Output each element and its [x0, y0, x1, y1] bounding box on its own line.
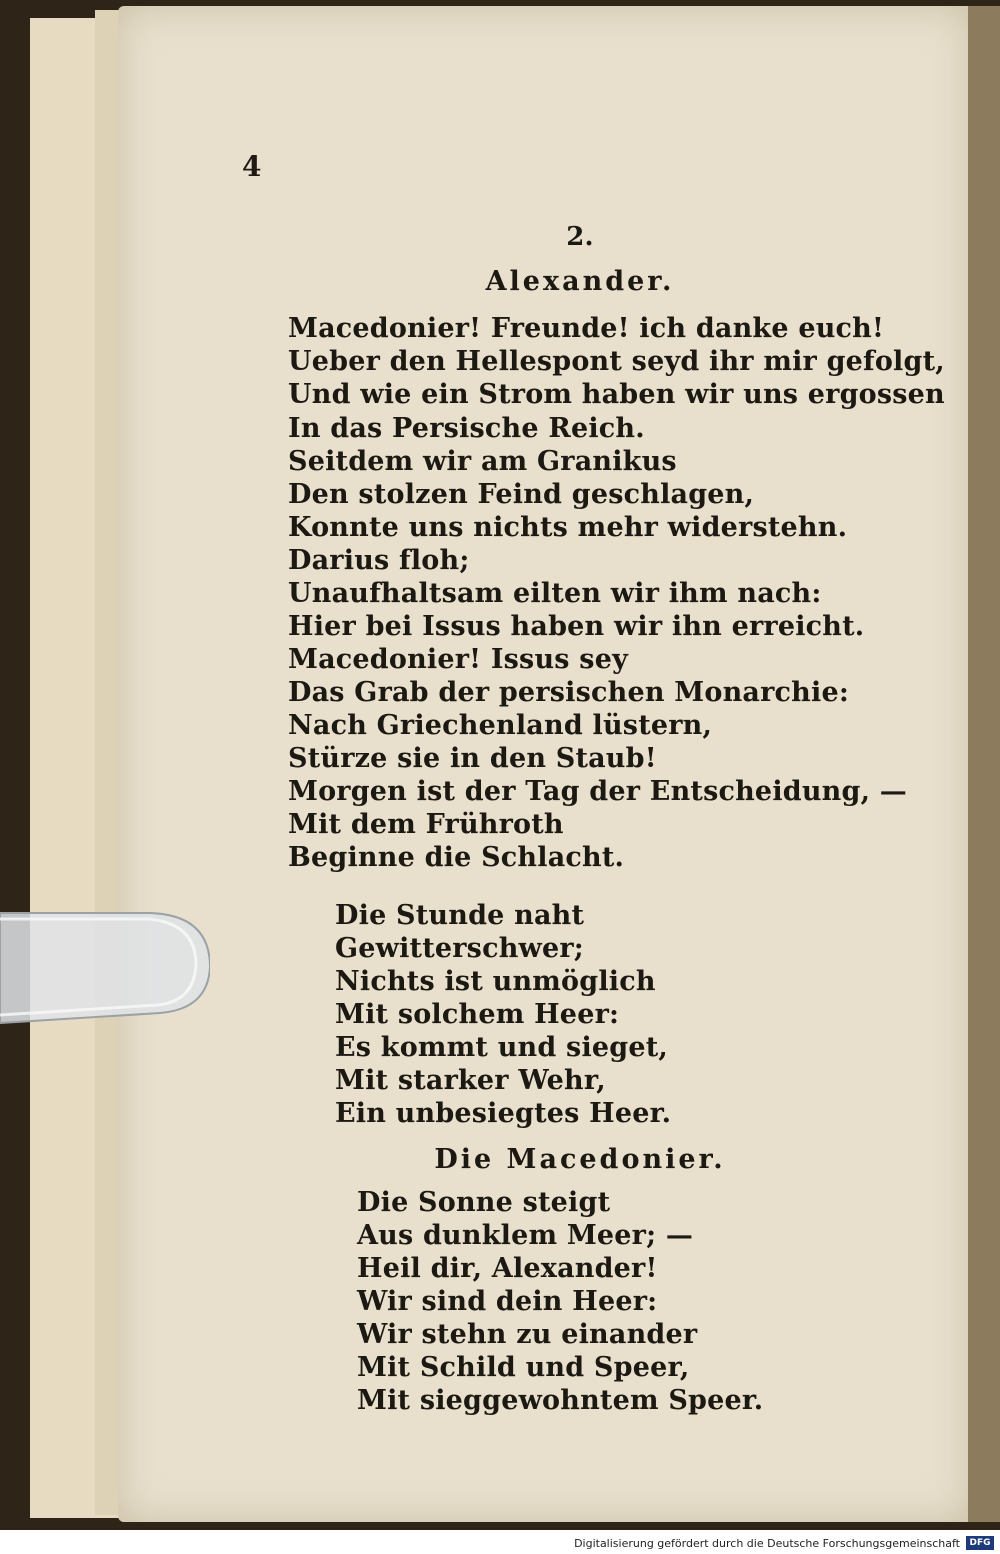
verse-line: Darius floh;	[288, 545, 470, 576]
verse-line: Unaufhaltsam eilten wir ihm nach:	[288, 578, 822, 609]
stanza-line: Mit starker Wehr,	[335, 1065, 606, 1096]
stanza-line: Mit solchem Heer:	[335, 999, 620, 1030]
stanza-line: Es kommt und sieget,	[335, 1032, 669, 1063]
verse-line: Stürze sie in den Staub!	[288, 743, 657, 774]
verse-line: Das Grab der persischen Monarchie:	[288, 677, 849, 708]
stanza-line: Heil dir, Alexander!	[357, 1253, 658, 1284]
stanza-line: Die Stunde naht	[335, 900, 585, 931]
stanza-line: Wir stehn zu einander	[357, 1319, 698, 1350]
stanza-line: Ein unbesiegtes Heer.	[335, 1098, 672, 1129]
heading-macedonier: Die Macedonier.	[434, 1144, 726, 1175]
page-number: 4	[242, 150, 262, 183]
verse-line: Hier bei Issus haben wir ihn erreicht.	[288, 611, 865, 642]
dfg-logo: DFG	[966, 1536, 994, 1550]
verse-line: Beginne die Schlacht.	[288, 842, 625, 873]
verse-line: Seitdem wir am Granikus	[288, 446, 677, 477]
verse-line: Ueber den Hellespont seyd ihr mir gefolgt,	[288, 346, 945, 377]
verse-line: Und wie ein Strom haben wir uns ergossen	[288, 379, 945, 410]
funding-credit: Digitalisierung gefördert durch die Deutsche Forschungsgemeinschaft	[574, 1537, 960, 1550]
stanza-line: Mit Schild und Speer,	[357, 1352, 690, 1383]
verse-line: Den stolzen Feind geschlagen,	[288, 479, 755, 510]
stanza-line: Wir sind dein Heer:	[357, 1286, 658, 1317]
heading-alexander: Alexander.	[485, 266, 675, 297]
stanza-line: Gewitterschwer;	[335, 933, 584, 964]
verse-line: Mit dem Frühroth	[288, 809, 564, 840]
verse-line: Macedonier! Issus sey	[288, 644, 628, 675]
verse-line: Konnte uns nichts mehr widerstehn.	[288, 512, 848, 543]
verse-line: Morgen ist der Tag der Entscheidung, —	[288, 776, 907, 807]
stanza-line: Mit sieggewohntem Speer.	[357, 1385, 764, 1416]
stanza-line: Aus dunklem Meer; —	[357, 1220, 694, 1251]
page-holder-clip	[0, 905, 210, 1027]
verse-line: In das Persische Reich.	[288, 413, 645, 444]
stanza-line: Die Sonne steigt	[357, 1187, 611, 1218]
verse-line: Nach Griechenland lüstern,	[288, 710, 713, 741]
footer-bar	[0, 1534, 1000, 1554]
stanza-line: Nichts ist unmöglich	[335, 966, 656, 997]
section-number: 2.	[566, 222, 594, 252]
verse-line: Macedonier! Freunde! ich danke euch!	[288, 313, 885, 344]
